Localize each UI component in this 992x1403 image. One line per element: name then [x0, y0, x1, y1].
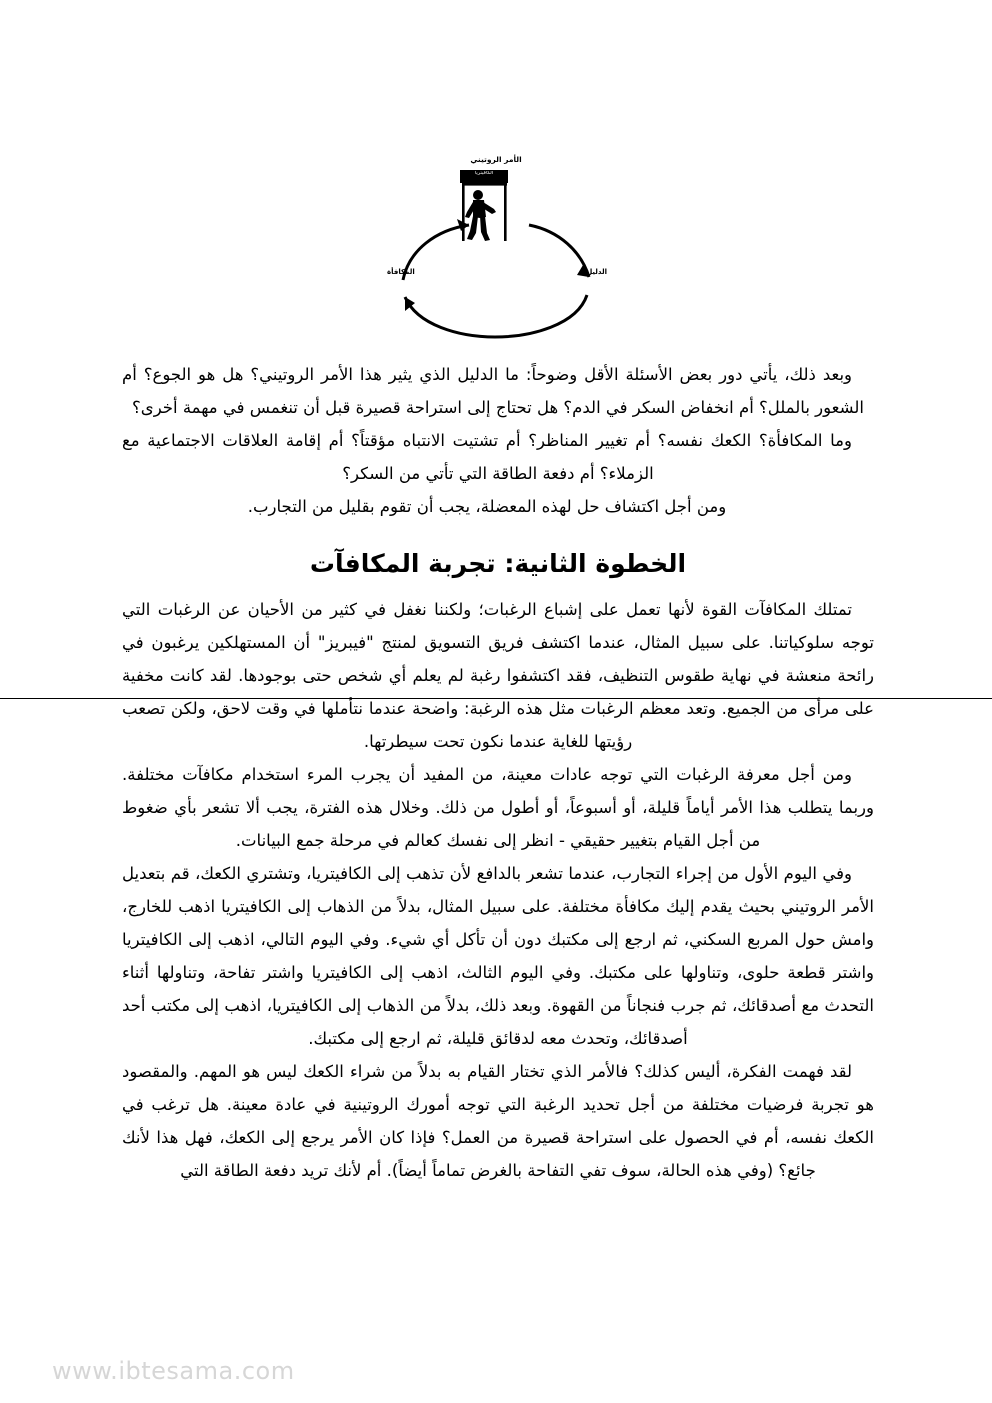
- walking-person-icon: [465, 190, 496, 241]
- door-sign: [460, 170, 508, 183]
- paragraph-1: وبعد ذلك، يأتي دور بعض الأسئلة الأقل وضوحاً: ما الدليل الذي يثير هذا الأمر الروتيني؟ هل هو الجوع؟ أم الشعور بالملل؟ أم انخفاض السكر في الدم؟ هل تحتاج إلى استراحة قصيرة قبل أن تنغمس في مهمة أخرى؟: [122, 365, 864, 417]
- paragraph-4: تمتلك المكافآت القوة لأنها تعمل على إشباع الرغبات؛ ولكننا نغفل في كثير من الأحيان عن الرغبات التي توجه سلوكياتنا. على سبيل المثال، عندما اكتشف فريق التسويق لمنتج "فيبريز" أن المستهلكين يرغبون في رائحة منعشة في نهاية طقوس التنظيف، فقد اكتشفوا رغبة لم يعلم أي شخص حتى بوجودها. لقد كانت مخفية على مرأى من الجميع. وتعد معظم الرغبات مثل هذه الرغبة: واضحة عندما نتأملها في وقت لاحق، ولكن تصعب رؤيتها للغاية عندما نكون تحت سيطرتها.: [122, 600, 874, 751]
- habit-loop-graphic: [381, 145, 611, 345]
- loop-label-cue: الدليل: [586, 268, 607, 276]
- paragraph-3: ومن أجل اكتشاف حل لهذه المعضلة، يجب أن تقوم بقليل من التجارب.: [247, 497, 727, 516]
- loop-label-routine: الأمر الروتيني: [470, 155, 522, 164]
- site-watermark: www.ibtesama.com: [52, 1357, 295, 1385]
- paragraph-7: لقد فهمت الفكرة، أليس كذلك؟ فالأمر الذي تختار القيام به بدلاً من شراء الكعك ليس هو المهم. والمقصود هو تجربة فرضيات مختلفة من أجل تحديد الرغبة التي توجه أمورك الروتينية في عادة معينة. هل ترغب في الكعك نفسه، أم في الحصول على استراحة قصيرة من العمل؟ فإذا كان الأمر يرجع إلى الكعك، فهل هذا لأنك جائع؟ (وفي هذه الحالة، سوف تفي التفاحة بالغرض تماماً أيضاً). أم لأنك تريد دفعة الطاقة التي: [122, 1062, 874, 1180]
- door-sign-text: الكافيتريا: [474, 171, 494, 176]
- section-heading: الخطوة الثانية: تجربة المكافآت: [309, 549, 687, 578]
- paragraph-2: وما المكافأة؟ الكعك نفسه؟ أم تغيير المناظر؟ أم تشتيت الانتباه مؤقتاً؟ أم إقامة العلاقات الاجتماعية مع الزملاء؟ أم دفعة الطاقة التي تأتي من السكر؟: [122, 431, 852, 483]
- paragraph-5: ومن أجل معرفة الرغبات التي توجه عادات معينة، من المفيد أن يجرب المرء استخدام مكافآت مختلفة. وربما يتطلب هذا الأمر أياماً قليلة، أو أسبوعاً، أو أطول من ذلك. وخلال هذه الفترة، يجب ألا تشعر بأي ضغوط من أجل القيام بتغيير حقيقي - انظر إلى نفسك كعالم في مرحلة جمع البيانات.: [122, 765, 874, 850]
- page-divider-rule: [0, 698, 992, 699]
- figure-habit-loop: [0, 145, 992, 350]
- paragraph-6: وفي اليوم الأول من إجراء التجارب، عندما تشعر بالدافع لأن تذهب إلى الكافيتريا، وتشتري الكعك، قم بتعديل الأمر الروتيني بحيث يقدم إليك مكافأة مختلفة. على سبيل المثال، بدلاً من الذهاب إلى الكافيتريا اذهب للخارج، وامش حول المربع السكني، ثم ارجع إلى مكتبك دون أن تأكل أي شيء. وفي اليوم التالي، اذهب إلى الكافيتريا واشتر قطعة حلوى، وتناولها على مكتبك. وفي اليوم الثالث، اذهب إلى الكافيتريا واشتر تفاحة، وتناولها أثناء التحدث مع أصدقائك، ثم جرب فنجاناً من القهوة. وبعد ذلك، بدلاً من الذهاب إلى الكافيتريا، اذهب إلى مكتب أحد أصدقائك، وتحدث معه لدقائق قليلة، ثم ارجع إلى مكتبك.: [122, 864, 874, 1048]
- loop-label-reward: المكافأة: [387, 268, 415, 276]
- body-text-column: [122, 358, 874, 1187]
